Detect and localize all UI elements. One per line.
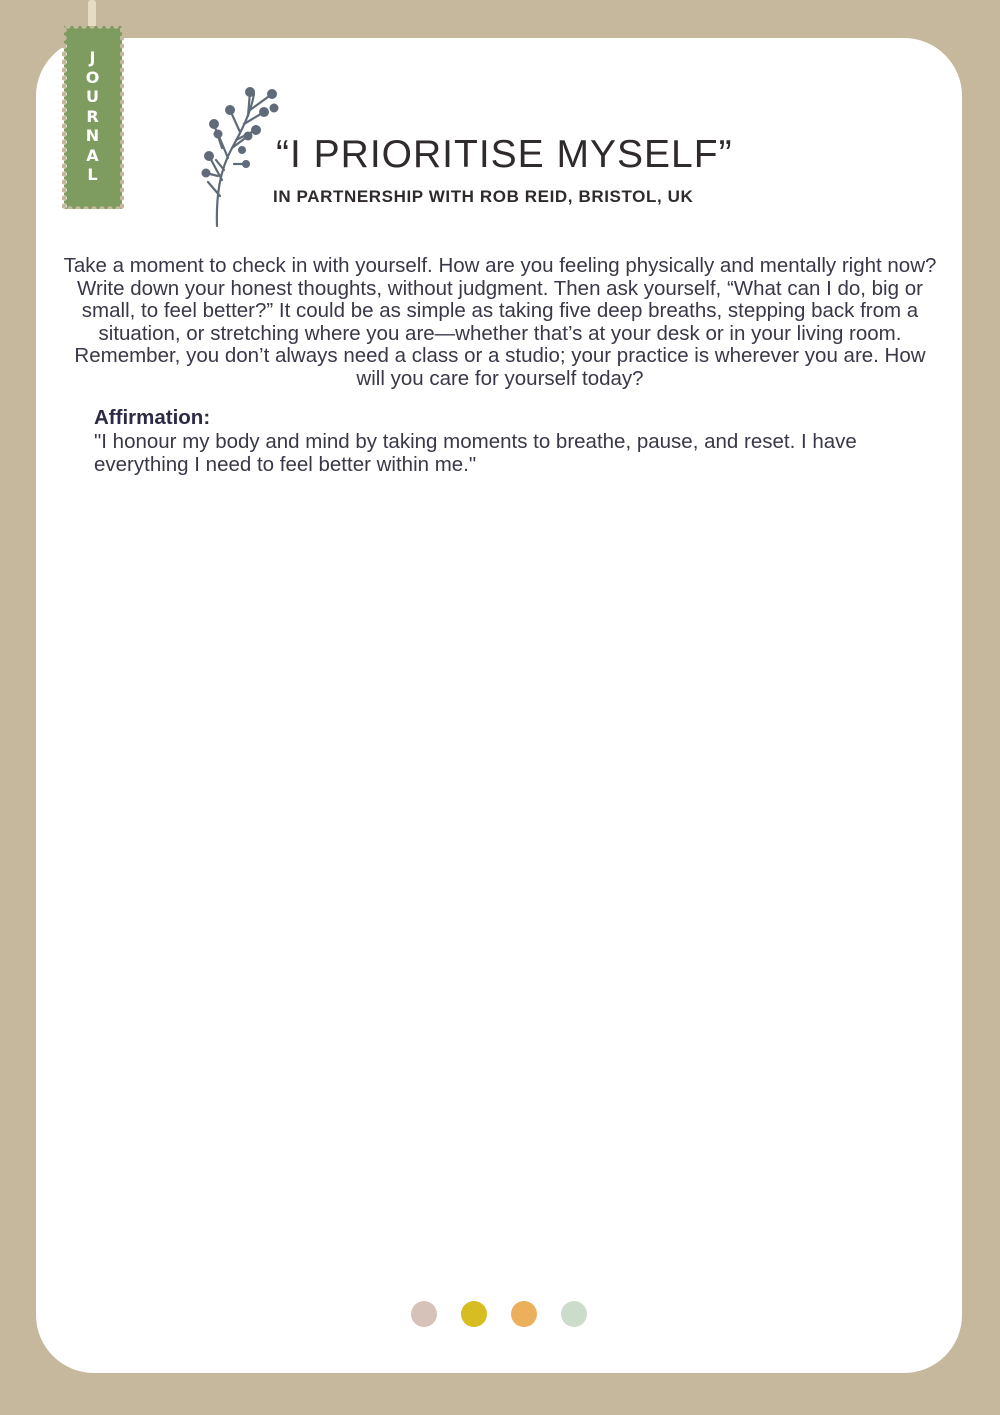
tag-letter: O xyxy=(85,67,101,87)
color-dots xyxy=(411,1301,587,1327)
journal-prompt: Take a moment to check in with yourself. How are you feeling physically and mentally right now? Write down your honest thoughts, without judgment. Then ask yourself, “What can I do, big or small, to feel better?” It could be as simple as taking five deep breaths, stepping back from a situation, or stretching where you are—whether that’s at your desk or in your living room. Remember, you don’t always need a class or a studio; your practice is wherever you are. How will you care for yourself today? xyxy=(63,254,937,390)
affirmation-label: Affirmation: xyxy=(94,406,211,429)
affirmation-text: "I honour my body and mind by taking moments to breathe, pause, and reset. I have everything I need to feel better within me." xyxy=(94,430,857,476)
color-dot xyxy=(411,1301,437,1327)
color-dot xyxy=(511,1301,537,1327)
color-dot xyxy=(561,1301,587,1327)
tag-letter: U xyxy=(86,87,100,106)
tag-letter: N xyxy=(85,126,101,145)
tag-letter: A xyxy=(86,145,100,165)
page-title: “I PRIORITISE MYSELF” xyxy=(276,133,733,176)
color-dot xyxy=(461,1301,487,1327)
journal-page-card xyxy=(36,38,962,1373)
tag-letter: R xyxy=(86,106,100,126)
tag-letter: J xyxy=(89,48,97,67)
page-subtitle: IN PARTNERSHIP WITH ROB REID, BRISTOL, UK xyxy=(273,187,694,206)
journal-tag-label xyxy=(64,48,122,185)
tag-letter: L xyxy=(87,165,99,184)
